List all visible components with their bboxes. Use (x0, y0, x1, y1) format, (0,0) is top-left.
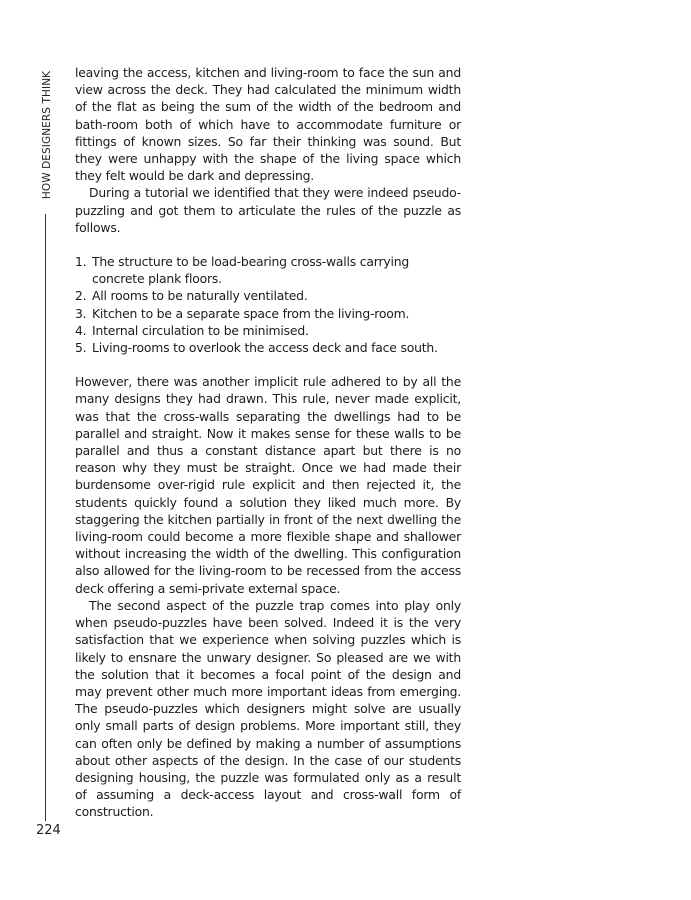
paragraph: leaving the access, kitchen and living-room to face the sun and view across the deck. They had calculated the minimum width of the flat as being the sum of the width of the bedroom and bath-room both of which have to accommodate furniture or fittings of known sizes. So far their thinking was sound. But they were unhappy with the shape of the living space which they felt would be dark and depressing. (75, 65, 461, 184)
running-head (40, 65, 54, 205)
list-text: All rooms to be naturally ventilated. (92, 288, 308, 304)
list-number: 1. (75, 254, 87, 270)
paragraph: However, there was another implicit rule adhered to by all the many designs they had drawn. This rule, never made explicit, was that the cross-walls separating the dwellings had to be parallel and straight. Now it makes sense for these walls to be parallel and thus a constant distance apart but there is no reason why they must be straight. Once we had made their burdensome over-rigid rule explicit and then rejected it, the students quickly found a solution they liked much more. By staggering the kitchen partially in front of the next dwelling the living-room could become a more flexible shape and shallower without increasing the width of the dwelling. This configuration also allowed for the living-room to be recessed from the access deck offering a semi-private external space. (75, 374, 461, 596)
list-text: Kitchen to be a separate space from the living-room. (92, 305, 410, 321)
list-item (75, 287, 461, 304)
list-number: 4. (75, 322, 87, 338)
paragraph: During a tutorial we identified that they were indeed pseudo-puzzling and got them to articulate the rules of the puzzle as follows. (75, 185, 461, 235)
list-number: 5. (75, 340, 87, 356)
paragraph: The second aspect of the puzzle trap comes into play only when pseudo-puzzles have been solved. Indeed it is the very satisfaction that we experience when solving puzzles which is likely to ensnare the unwary designer. So pleased are we with the solution that it becomes a focal point of the design and may prevent other much more important ideas from emerging. The pseudo-puzzles which designers might solve are usually only small parts of design problems. More important still, they can often only be defined by making a number of assumptions about other aspects of the design. In the case of our students designing housing, the puzzle was formulated only as a result of assuming a deck-access layout and cross-wall form of construction. (75, 597, 461, 820)
list-item (75, 339, 461, 356)
list-text: Living-rooms to overlook the access deck and face south. (92, 340, 438, 356)
page-number: 224 (36, 823, 61, 838)
list-item (75, 253, 461, 287)
list-item (75, 322, 461, 339)
list-number: 3. (75, 305, 87, 321)
list-item (75, 305, 461, 322)
list-text: Internal circulation to be minimised. (92, 322, 309, 338)
running-head-text: HOW DESIGNERS THINK (41, 70, 53, 200)
body-text (75, 64, 461, 821)
list-number: 2. (75, 288, 87, 304)
list-text: The structure to be load-bearing cross-walls carrying concrete plank floors. (92, 254, 410, 287)
margin-rule (45, 214, 46, 821)
puzzle-rules-list (75, 253, 461, 356)
